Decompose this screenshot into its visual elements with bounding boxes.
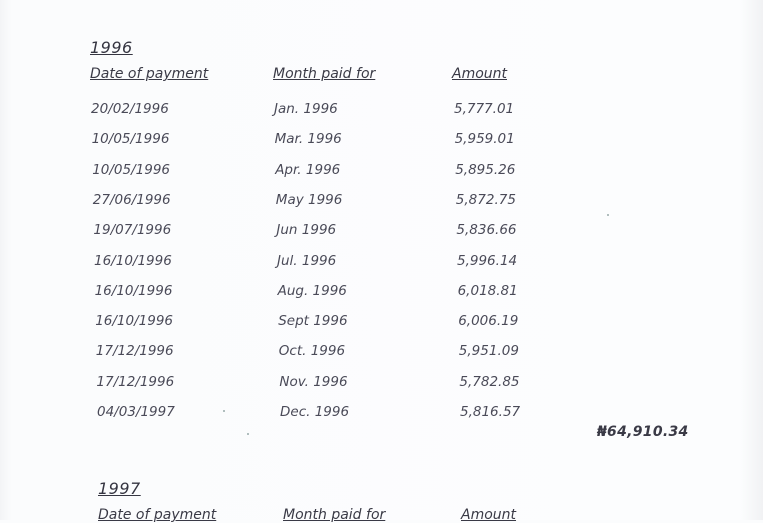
payment-date-cell: 16/10/1996 [94,282,173,299]
payment-date-cell: 20/02/1996 [91,101,169,117]
payment-date-cell: 10/05/1996 [92,161,170,178]
amount-cell: 5,959.01 [454,131,515,148]
amount-cell: 6,018.81 [457,282,518,299]
column-header-date: Date of payment [90,66,209,82]
month-paid-cell: Jul. 1996 [277,252,337,269]
month-paid-cell: Sept 1996 [278,313,348,330]
scan-speck [223,410,225,412]
payment-date-cell: 16/10/1996 [95,313,173,330]
scan-speck [607,214,609,216]
month-paid-cell: Oct. 1996 [278,343,346,360]
payment-date-cell: 19/07/1996 [93,222,172,239]
amount-cell: 5,895.26 [455,161,516,178]
amount-cell: 5,836.66 [456,222,517,239]
year-heading-1997: 1997 [98,479,141,498]
payment-date-cell: 10/05/1996 [91,131,170,148]
amount-cell: 6,006.19 [458,313,519,330]
column-header-month: Month paid for [273,66,376,82]
month-paid-cell: Mar. 1996 [274,131,342,148]
payment-date-cell: 17/12/1996 [95,343,174,360]
amount-cell: 5,872.75 [455,191,516,208]
total-amount-1996: ₦64,910.34 [597,424,689,440]
month-paid-cell: Aug. 1996 [277,282,347,299]
payment-date-cell: 16/10/1996 [94,252,172,269]
column-header-amount: Amount [452,66,508,82]
amount-cell: 5,951.09 [458,343,519,360]
month-paid-cell: Jun 1996 [276,222,337,239]
month-paid-cell: May 1996 [275,191,343,208]
column-header-amount-1997: Amount [461,507,517,523]
month-paid-cell: Dec. 1996 [280,404,350,420]
month-paid-cell: Nov. 1996 [279,373,348,390]
column-header-date-1997: Date of payment [98,507,217,523]
amount-cell: 5,816.57 [460,404,521,420]
payment-date-cell: 27/06/1996 [92,191,171,208]
month-paid-cell: Jan. 1996 [274,101,338,117]
payment-date-cell: 04/03/1997 [97,404,175,420]
amount-cell: 5,996.14 [457,252,518,269]
amount-cell: 5,782.85 [459,373,520,390]
month-paid-cell: Apr. 1996 [275,161,341,178]
scan-speck [247,433,249,435]
year-heading-1996: 1996 [90,38,133,57]
column-header-month-1997: Month paid for [283,507,386,523]
amount-cell: 5,777.01 [454,101,515,117]
payment-date-cell: 17/12/1996 [96,373,175,390]
